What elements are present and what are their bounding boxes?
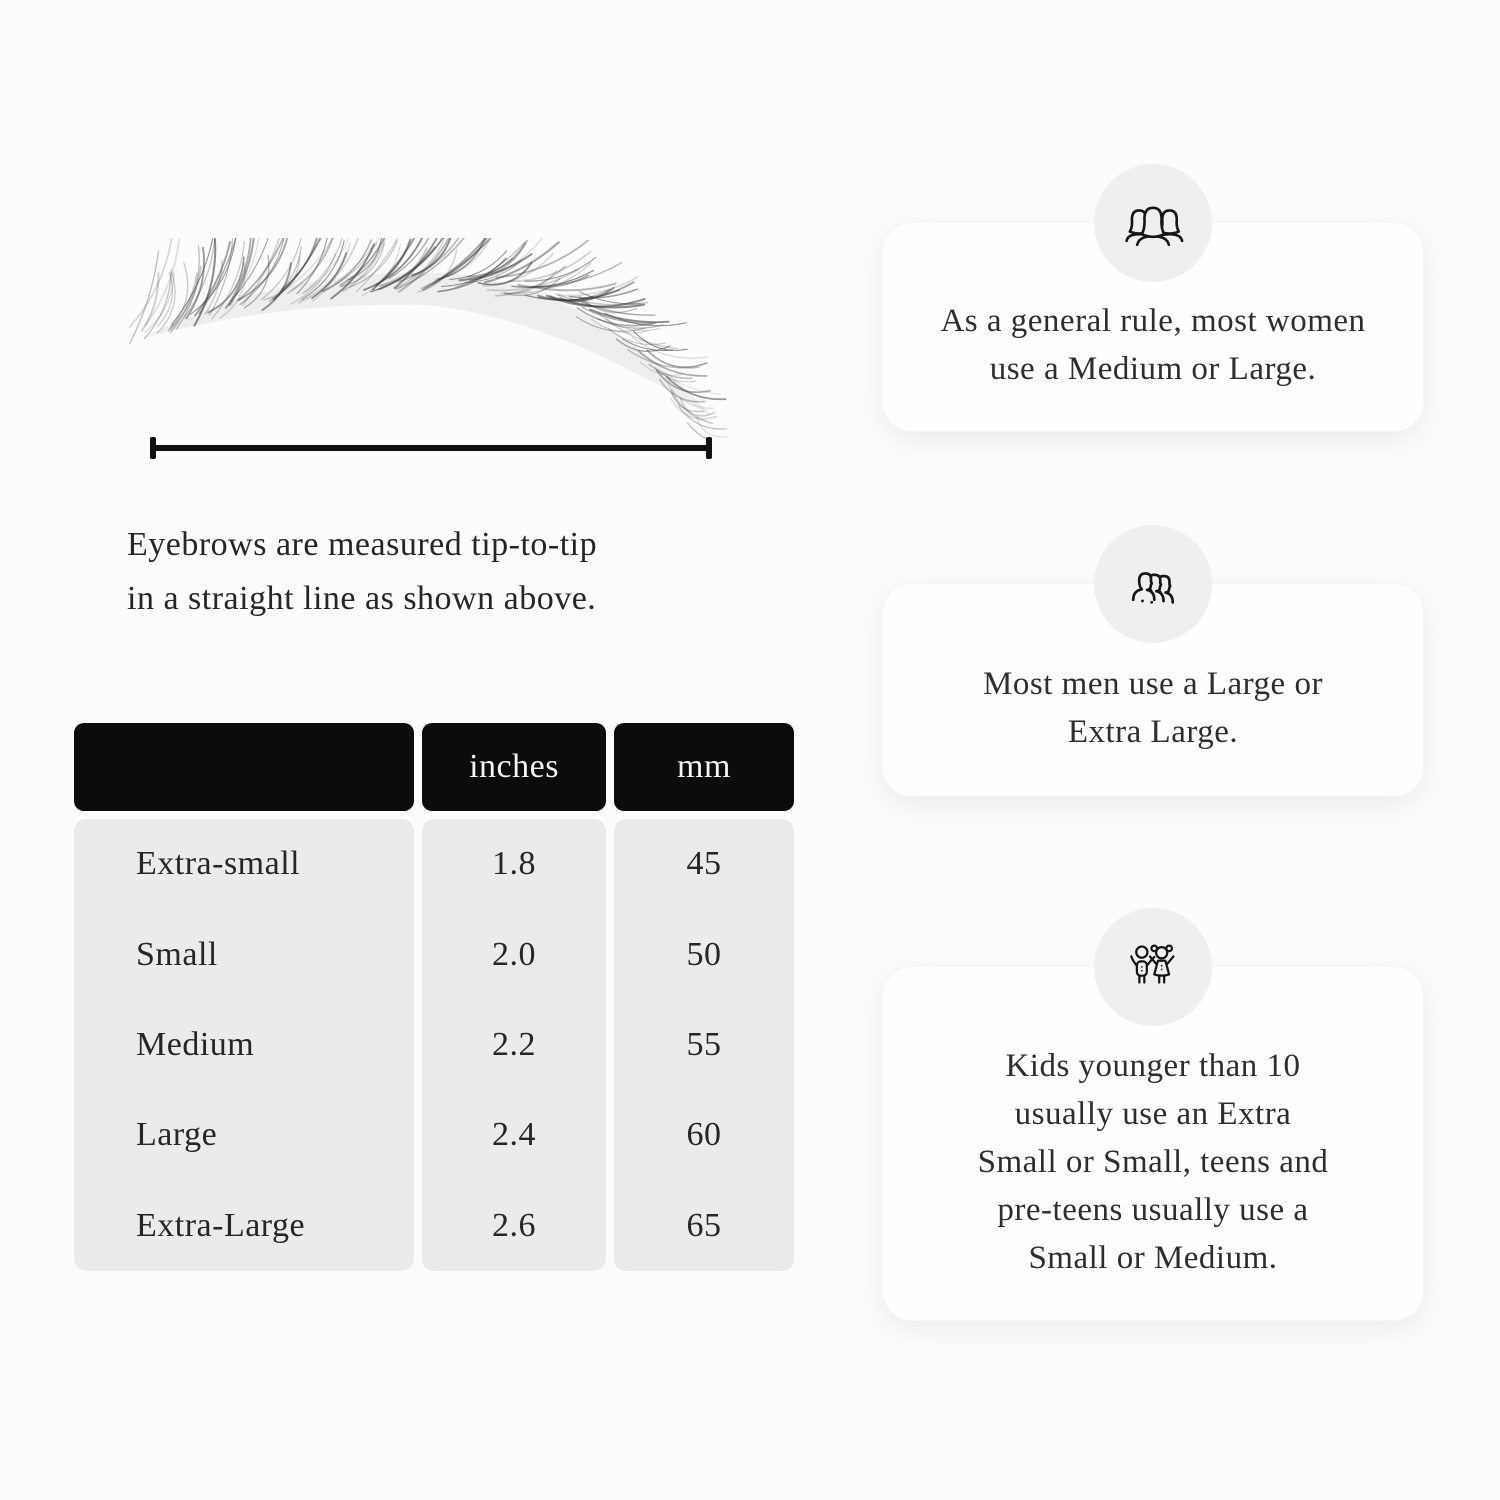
size-value-inches: 2.2 [492, 1026, 536, 1064]
size-row-label: Small [136, 935, 218, 973]
size-table-header-inches: inches [422, 723, 606, 811]
size-row-label: Extra-Large [136, 1206, 306, 1244]
size-table-body-sizes [74, 819, 414, 1271]
size-table-column-mm [614, 723, 794, 1271]
eyebrow-sketch-svg [127, 238, 727, 440]
size-value-mm: 65 [686, 1206, 722, 1244]
info-card-men [882, 583, 1424, 797]
size-value-inches: 1.8 [492, 845, 536, 883]
caption-line: Eyebrows are measured tip-to-tip [127, 526, 598, 563]
size-value-mm: 55 [686, 1026, 722, 1064]
info-card-kids [882, 966, 1424, 1321]
size-table-column-inches [422, 723, 606, 1271]
card-line: use a Medium or Large. [989, 351, 1317, 387]
size-row-label: Extra-small [136, 845, 301, 883]
size-value-inches: 2.0 [492, 935, 536, 973]
line-bar [156, 445, 706, 451]
line-end-cap-right [706, 437, 712, 459]
card-line: pre-teens usually use a [997, 1191, 1309, 1228]
card-line: Extra Large. [1067, 714, 1239, 750]
measurement-line [150, 437, 712, 459]
size-table-column-sizes [74, 723, 414, 1271]
size-value-mm: 45 [686, 845, 722, 883]
eyebrow-illustration [127, 238, 727, 440]
size-table-header-blank [74, 723, 414, 811]
size-value-inches: 2.6 [492, 1206, 536, 1244]
size-table-body-inches [422, 819, 606, 1271]
card-text-women [883, 223, 1423, 431]
size-row-label: Large [136, 1116, 218, 1154]
card-text-kids [883, 967, 1423, 1320]
size-table [74, 723, 794, 1271]
card-line: usually use an Extra [1014, 1095, 1292, 1132]
size-value-mm: 60 [686, 1116, 722, 1154]
size-value-inches: 2.4 [492, 1116, 536, 1154]
card-line: As a general rule, most women [940, 303, 1366, 339]
card-text-men [883, 584, 1423, 796]
size-table-body-mm [614, 819, 794, 1271]
card-line: Small or Medium. [1028, 1239, 1278, 1276]
caption-line: in a straight line as shown above. [127, 580, 597, 617]
size-value-mm: 50 [686, 935, 722, 973]
size-table-header-mm: mm [614, 723, 794, 811]
info-card-women [882, 222, 1424, 432]
card-line: Kids younger than 10 [1005, 1047, 1301, 1084]
measurement-caption [127, 518, 767, 626]
card-line: Small or Small, teens and [977, 1143, 1329, 1180]
card-line: Most men use a Large or [983, 666, 1323, 702]
size-row-label: Medium [136, 1026, 255, 1064]
